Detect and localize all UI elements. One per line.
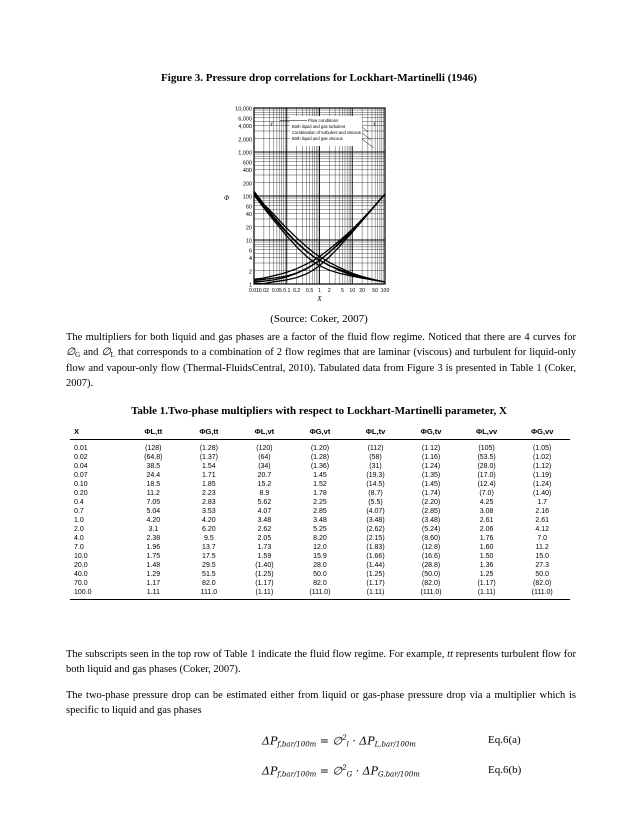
table-cell: (34) — [258, 463, 271, 470]
table-cell: 8.9 — [259, 490, 270, 497]
y-tick-label: 1,000 — [238, 150, 252, 157]
table-cell: 4.07 — [257, 508, 272, 515]
table-cell: 0.4 — [74, 499, 84, 506]
table-cell: (120) — [256, 445, 273, 452]
table-row — [70, 561, 570, 570]
table-cell: (64.8) — [144, 454, 163, 461]
table-cell: 1.59 — [257, 553, 272, 560]
eq6b-phi: = ∅ — [316, 764, 343, 778]
table-cell: (1.83) — [366, 544, 385, 551]
eq6b-phi-sup: 2 — [342, 764, 347, 772]
y-tick-label: 2,000 — [238, 137, 252, 144]
table-cell: 5.04 — [146, 508, 161, 515]
x-tick-label: 1 — [318, 288, 321, 294]
table-cell: 11.2 — [535, 544, 549, 551]
table-cell: 1.71 — [202, 472, 216, 479]
table-cell: 15.2 — [257, 481, 272, 488]
y-tick-label: 2 — [248, 269, 252, 276]
table-cell: 3.48 — [313, 517, 327, 524]
table-row — [70, 453, 570, 462]
table-cell: 1.29 — [146, 571, 161, 578]
table-cell: 2.0 — [74, 526, 84, 533]
phi-l-symbol: ∅ — [101, 346, 111, 358]
paragraph-subscripts — [66, 648, 576, 677]
para1-line4: Figure 3 is presented in Table 1 (Coker, 2007). — [66, 363, 576, 389]
eq6b-rhs-sub: G,bar/100m — [378, 770, 420, 779]
eq6b-lhs-sub: f,bar/100m — [277, 770, 317, 779]
table-cell: 5.62 — [257, 499, 272, 506]
table-cell: 3.53 — [202, 508, 216, 515]
table-cell: (3.48) — [366, 517, 385, 524]
table-cell: 15.9 — [313, 553, 327, 560]
table-cell: 1.75 — [146, 553, 161, 560]
table-cell: (1.66) — [366, 553, 385, 560]
table-cell: 7.05 — [146, 499, 161, 506]
table-cell: 1.96 — [146, 544, 161, 551]
y-tick-label: 1 — [248, 282, 252, 289]
table-cell: (28.8) — [421, 562, 441, 569]
table-cell: 11.2 — [146, 490, 160, 497]
table-cell: 9.5 — [204, 535, 214, 542]
y-tick-label: 4,000 — [238, 124, 252, 131]
table-cell: 40.0 — [74, 571, 88, 578]
table-cell: 0.7 — [74, 508, 84, 515]
eq6a-phi-sup: 2 — [342, 734, 347, 742]
eq6a-phi: = ∅ — [316, 734, 343, 748]
para1-line2a: 4 curves for — [524, 332, 576, 343]
header-cell: ΦL,vt — [237, 425, 293, 440]
table-cell: 1.7 — [537, 499, 548, 506]
para1-line2b: that corresponds to a combination of 2 flow regimes that are laminar (viscous) and — [114, 346, 471, 358]
table-cell: (50.0) — [421, 571, 441, 578]
table-cell: (1.28) — [310, 454, 330, 461]
y-tick-label: 600 — [242, 160, 252, 167]
table-body — [70, 440, 570, 600]
table-cell: 7.0 — [74, 544, 84, 551]
table-cell: 2.83 — [202, 499, 216, 506]
table-row — [70, 579, 570, 588]
figure-source: (Source: Coker, 2007) — [270, 313, 368, 325]
table-cell: 2.05 — [257, 535, 272, 542]
table-cell: 2.25 — [313, 499, 327, 506]
table-cell: (1.74) — [421, 490, 441, 497]
eq6a-rhs: · ΔP — [348, 734, 375, 748]
table-cell: (1.24) — [421, 463, 441, 470]
table-cell: 24.4 — [146, 472, 161, 479]
eq6b-lhs: ΔP — [262, 764, 278, 778]
table-cell: 29.5 — [202, 562, 216, 569]
table-cell: 0.04 — [74, 463, 88, 470]
x-tick-label: 2 — [327, 288, 331, 294]
x-tick-label: 0.5 — [306, 288, 314, 294]
table-cell: (82.0) — [533, 580, 552, 587]
header-cell: ΦG,vv — [514, 425, 570, 440]
table-cell: (12.4) — [477, 481, 496, 488]
para1-line3: turbulent for liquid-only flow and vapour-only flow (Thermal-FluidsCentral, 2010). Tabulated data from — [66, 346, 576, 374]
table-cell: 1.73 — [257, 544, 272, 551]
table-cell: (12.8) — [421, 544, 441, 551]
table-cell: (1.12) — [533, 463, 552, 470]
table-cell: (17.0) — [477, 472, 496, 479]
table-row — [70, 489, 570, 498]
y-tick-label: 20 — [245, 225, 252, 232]
table-cell: 1.45 — [313, 472, 327, 479]
y-tick-label: 4 — [248, 256, 252, 263]
y-tick-label: 100 — [242, 194, 252, 201]
table-cell: (105) — [478, 445, 495, 452]
table-cell: 38.5 — [146, 463, 161, 470]
curve-label-right: Y — [373, 123, 376, 128]
table-cell: (4.07) — [366, 508, 385, 515]
x-tick-label: 0.05 — [271, 288, 282, 294]
table-cell: (128) — [145, 445, 162, 452]
x-tick-label: 20 — [359, 288, 365, 294]
table-cell: (1.37) — [199, 454, 219, 461]
y-tick-label: 40 — [245, 212, 252, 219]
table-cell: 2.06 — [479, 526, 494, 533]
table-cell: (2.15) — [366, 535, 385, 542]
table-cell: (2.85) — [421, 508, 441, 515]
table-cell: 2.62 — [257, 526, 272, 533]
table-cell: 111.0 — [181, 588, 237, 600]
table-cell: (82.0) — [421, 580, 441, 587]
table-cell: 1.36 — [479, 562, 494, 569]
x-tick-label: 0.01 — [248, 288, 260, 294]
phi-g-symbol: ∅ — [66, 346, 76, 358]
x-tick-label: 10 — [349, 288, 356, 294]
table-cell: (1.05) — [533, 445, 552, 452]
table-row — [70, 570, 570, 579]
lockhart-martinelli-chart — [180, 100, 480, 312]
y-tick-label: 200 — [242, 181, 252, 188]
table-cell: 2.23 — [202, 490, 216, 497]
table-header-row — [70, 425, 570, 440]
table-cell: (14.5) — [366, 481, 385, 488]
table-row — [70, 440, 570, 454]
table-cell: (1.17) — [366, 580, 385, 587]
legend-item: Both liquid and gas turbulent — [292, 124, 346, 129]
table-cell: 3.08 — [479, 508, 494, 515]
table-cell: 12.0 — [313, 544, 327, 551]
para2-line1b: represents — [453, 649, 499, 660]
table-row — [70, 462, 570, 471]
table-cell: (53.5) — [477, 454, 496, 461]
x-tick-label: 0.1 — [283, 288, 291, 294]
table-cell: 4.20 — [146, 517, 161, 524]
table-cell: (1.40) — [533, 490, 552, 497]
table-cell: (2.20) — [421, 499, 441, 506]
x-tick-label: 0.02 — [258, 288, 269, 294]
y-tick-label: 6,000 — [238, 116, 252, 123]
table-row — [70, 480, 570, 489]
y-tick-label: 10 — [245, 238, 252, 245]
eq6a-rhs-sub: L,bar/100m — [374, 740, 416, 749]
table-cell: 2.61 — [479, 517, 494, 524]
table-cell: 20.7 — [257, 472, 272, 479]
table-cell: (8.7) — [368, 490, 383, 497]
table-cell: (1.12) — [421, 445, 441, 452]
table-cell: (28.0) — [477, 463, 496, 470]
table-cell: 1.54 — [202, 463, 216, 470]
table-row — [70, 534, 570, 543]
table-cell: 2.38 — [146, 535, 161, 542]
table-cell: 4.12 — [535, 526, 549, 533]
table-cell: 50.0 — [313, 571, 327, 578]
table-cell: 3.1 — [148, 526, 159, 533]
eq6a-lhs: ΔP — [262, 734, 278, 748]
table-cell: (1.24) — [533, 481, 552, 488]
x-tick-label: 100 — [380, 288, 390, 294]
figure-title: Figure 3. Pressure drop correlations for Lockhart-Martinelli (1946) — [161, 72, 477, 84]
table-cell: (1.25) — [366, 571, 385, 578]
table-cell: 5.25 — [313, 526, 327, 533]
table-cell: (1.36) — [310, 463, 330, 470]
table-row — [70, 588, 570, 600]
table-cell: (1.25) — [255, 571, 274, 578]
paragraph-pressure-drop — [66, 689, 576, 718]
table-cell: (1.11) — [237, 588, 293, 600]
table-row — [70, 507, 570, 516]
eq6b-phi-sub: G — [346, 770, 353, 779]
para2-line2: turbulent flow for both liquid and gas phases (Coker, 2007). — [66, 649, 577, 675]
table-cell: (7.0) — [479, 490, 494, 497]
table-title: Table 1.Two-phase multipliers with respect to Lockhart-Martinelli parameter, X — [131, 405, 507, 417]
equation-6b — [262, 764, 572, 779]
eq6b-rhs: · ΔP — [352, 764, 378, 778]
table-cell: 13.7 — [202, 544, 216, 551]
table-cell: 15.0 — [535, 553, 549, 560]
table-row — [70, 525, 570, 534]
para2-tt: tt — [447, 649, 454, 660]
table-cell: (1.28) — [199, 445, 219, 452]
table-cell: 1.50 — [479, 553, 494, 560]
table-cell: 18.5 — [146, 481, 161, 488]
table-cell: (1.44) — [366, 562, 385, 569]
table-row — [70, 498, 570, 507]
legend-title: Flow conditions — [308, 118, 339, 123]
header-cell: ΦG,tv — [403, 425, 459, 440]
equation-6a — [262, 734, 572, 749]
para1-and: and — [80, 346, 102, 358]
y-tick-label: 10,000 — [235, 106, 252, 113]
table-cell: 1.78 — [313, 490, 327, 497]
x-tick-label: 5 — [340, 288, 344, 294]
table-cell: 8.20 — [313, 535, 327, 542]
table-cell: 1.11 — [126, 588, 182, 600]
table-row — [70, 471, 570, 480]
eq6a-phi-sub: l — [346, 740, 349, 749]
table-cell: (5.24) — [421, 526, 441, 533]
table-cell: (111.0) — [403, 588, 459, 600]
legend-item: Both liquid and gas viscous — [292, 136, 343, 141]
table-cell: 4.0 — [74, 535, 84, 542]
table-cell: (31) — [369, 463, 382, 470]
table-cell: 51.5 — [202, 571, 216, 578]
curve-label-left: Y — [270, 123, 273, 128]
header-cell: ΦL,vv — [459, 425, 515, 440]
table-cell: (16.6) — [421, 553, 441, 560]
table-row — [70, 543, 570, 552]
para3-line1: The two-phase pressure drop can be estimated either from liquid or gas-phase pressure drop via a — [66, 690, 491, 701]
table-cell: (1.11) — [348, 588, 404, 600]
table-cell: 1.52 — [313, 481, 327, 488]
para2-line1a: The subscripts seen in the top row of Table 1 indicate the fluid flow regime. For example, — [66, 649, 448, 660]
table-cell: 100.0 — [70, 588, 126, 600]
table-cell: (1.17) — [477, 580, 496, 587]
table-cell: (1.16) — [421, 454, 441, 461]
table-cell: (19.3) — [366, 472, 385, 479]
x-axis-label: X — [317, 295, 322, 303]
legend-item: Combination of turbulent and viscous — [292, 130, 361, 135]
table-cell: 27.3 — [535, 562, 549, 569]
table-cell: 10.0 — [74, 553, 88, 560]
paragraph-multipliers — [66, 331, 576, 391]
table-cell: (111.0) — [292, 588, 348, 600]
table-cell: (1.19) — [533, 472, 552, 479]
table-cell: 17.5 — [202, 553, 216, 560]
table-cell: 0.20 — [74, 490, 88, 497]
table-cell: 1.25 — [479, 571, 494, 578]
y-axis-label: Φ — [224, 194, 230, 202]
table-cell: 4.20 — [202, 517, 216, 524]
table-cell: 1.85 — [202, 481, 216, 488]
header-cell: ΦG,tt — [181, 425, 237, 440]
table-cell: 1.76 — [479, 535, 494, 542]
x-tick-label: 50 — [372, 288, 379, 294]
table-cell: 4.25 — [479, 499, 494, 506]
y-tick-label: 6 — [248, 248, 252, 255]
table-cell: 1.0 — [74, 517, 84, 524]
table-cell: 28.0 — [313, 562, 327, 569]
table-cell: (1.17) — [255, 580, 274, 587]
table-cell: 1.60 — [479, 544, 494, 551]
eq6a-lhs-sub: f,bar/100m — [277, 740, 317, 749]
header-cell: ΦL,tv — [348, 425, 404, 440]
table-cell: (8.60) — [421, 535, 441, 542]
table-cell: (1.45) — [421, 481, 441, 488]
table-cell: 2.85 — [313, 508, 327, 515]
phi-g-sub: G — [75, 350, 81, 359]
para3-line2: multiplier which is specific to liquid and gas phases — [66, 690, 576, 716]
table-cell: (1.40) — [255, 562, 274, 569]
x-tick-label: 0.2 — [292, 288, 301, 294]
table-cell: 1.48 — [146, 562, 161, 569]
table-cell: 6.20 — [202, 526, 216, 533]
table-row — [70, 516, 570, 525]
table-cell: 0.02 — [74, 454, 88, 461]
table-cell: (5.5) — [368, 499, 383, 506]
multiplier-table-wrap — [70, 425, 570, 600]
header-cell: ΦG,vt — [292, 425, 348, 440]
y-tick-label: 60 — [245, 204, 252, 211]
table-cell: (112) — [367, 445, 384, 452]
eq6b-label: Eq.6(b) — [488, 764, 522, 776]
table-cell: 2.16 — [535, 508, 549, 515]
table-cell: 82.0 — [202, 580, 216, 587]
table-cell: (1.11) — [459, 588, 515, 600]
table-cell: 70.0 — [74, 580, 88, 587]
table-cell: (111.0) — [514, 588, 570, 600]
table-cell: (1.02) — [533, 454, 552, 461]
table-cell: (1.35) — [421, 472, 441, 479]
table-cell: 0.01 — [74, 445, 88, 452]
y-tick-label: 400 — [242, 168, 252, 175]
header-cell: ΦL,tt — [126, 425, 182, 440]
para1-line1: The multipliers for both liquid and gas phases are a factor of the fluid flow regime. Noticed that there are — [66, 332, 522, 343]
eq6a-label: Eq.6(a) — [488, 734, 521, 746]
table-cell: 7.0 — [537, 535, 548, 542]
table-cell: (3.48) — [421, 517, 441, 524]
table-cell: 82.0 — [313, 580, 327, 587]
table-cell: (2.62) — [366, 526, 385, 533]
table-cell: 3.48 — [257, 517, 272, 524]
table-cell: 1.17 — [146, 580, 161, 587]
table-cell: 20.0 — [74, 562, 88, 569]
table-cell: 2.61 — [535, 517, 549, 524]
table-row — [70, 552, 570, 561]
table-cell: 0.10 — [74, 481, 88, 488]
table-cell: 0.07 — [74, 472, 88, 479]
multiplier-table — [70, 425, 570, 600]
phi-l-sub: L — [110, 350, 115, 359]
table-cell: (64) — [258, 454, 271, 461]
table-cell: (58) — [369, 454, 382, 461]
header-cell: X — [70, 425, 126, 440]
table-cell: 50.0 — [535, 571, 549, 578]
table-cell: (1.20) — [310, 445, 330, 452]
